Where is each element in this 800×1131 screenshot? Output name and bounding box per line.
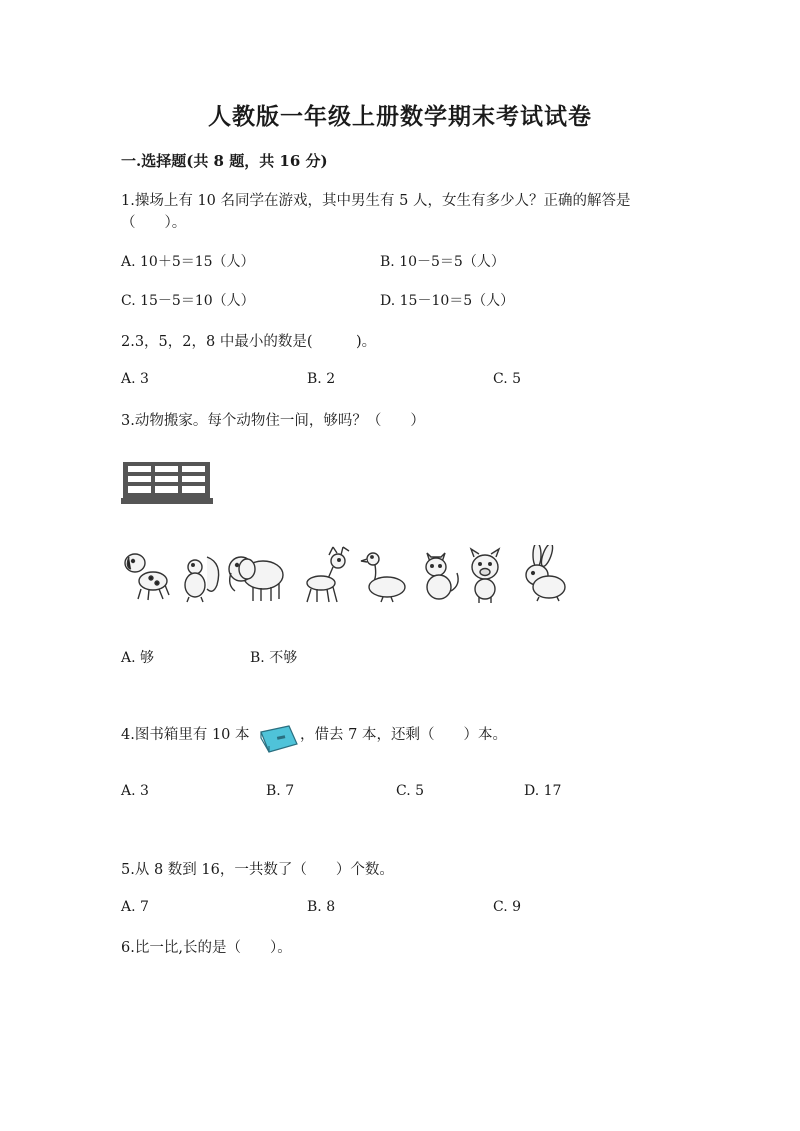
deer-icon [307, 547, 349, 602]
q5-option-c[interactable]: C. 9 [493, 899, 522, 915]
q4-stem-after: ，借去 7 本，还剩（ ）本。 [300, 727, 507, 743]
q3-stem: 3.动物搬家。每个动物住一间，够吗？（ ） [121, 413, 425, 429]
q4-option-c[interactable]: C. 5 [396, 783, 425, 799]
squirrel-icon [185, 557, 219, 602]
q2-option-c[interactable]: C. 5 [493, 371, 522, 387]
q6-stem: 6.比一比,长的是（ ）。 [121, 940, 292, 956]
cat-icon [426, 553, 458, 599]
q4-option-b[interactable]: B. 7 [266, 783, 295, 799]
q1-stem-line1: 1.操场上有 10 名同学在游戏，其中男生有 5 人，女生有多少人？正确的解答是 [121, 193, 631, 209]
goose-icon [361, 553, 405, 602]
animals-row [121, 545, 571, 605]
q3-option-a[interactable]: A. 够 [121, 650, 155, 666]
section-heading: 一.选择题(共 8 题，共 16 分) [121, 152, 328, 170]
elephant-icon [229, 557, 283, 601]
q2-option-b[interactable]: B. 2 [307, 371, 336, 387]
q3-option-b[interactable]: B. 不够 [250, 650, 298, 666]
q4-option-d[interactable]: D. 17 [524, 783, 562, 799]
rabbit-icon [526, 545, 565, 601]
pig-icon [471, 549, 499, 603]
q1-option-c[interactable]: C. 15－5＝10（人） [121, 293, 255, 309]
page-title: 人教版一年级上册数学期末考试试卷 [208, 103, 592, 130]
q1-option-d[interactable]: D. 15－10＝5（人） [380, 293, 515, 309]
q2-stem: 2.3，5，2，8 中最小的数是( )。 [121, 334, 377, 350]
q5-stem: 5.从 8 数到 16，一共数了（ ）个数。 [121, 862, 394, 878]
q2-option-a[interactable]: A. 3 [121, 371, 149, 387]
dog-icon [125, 554, 169, 600]
shelf-rooms-icon [121, 462, 213, 504]
q4-option-a[interactable]: A. 3 [121, 783, 149, 799]
q1-option-b[interactable]: B. 10－5＝5（人） [380, 254, 505, 270]
q5-option-a[interactable]: A. 7 [121, 899, 149, 915]
book-icon [259, 724, 299, 754]
q5-option-b[interactable]: B. 8 [307, 899, 336, 915]
q4-stem-before: 4.图书箱里有 10 本 [121, 727, 250, 743]
q1-stem-line2: （ ）。 [121, 215, 187, 231]
q1-option-a[interactable]: A. 10＋5＝15（人） [121, 254, 255, 270]
